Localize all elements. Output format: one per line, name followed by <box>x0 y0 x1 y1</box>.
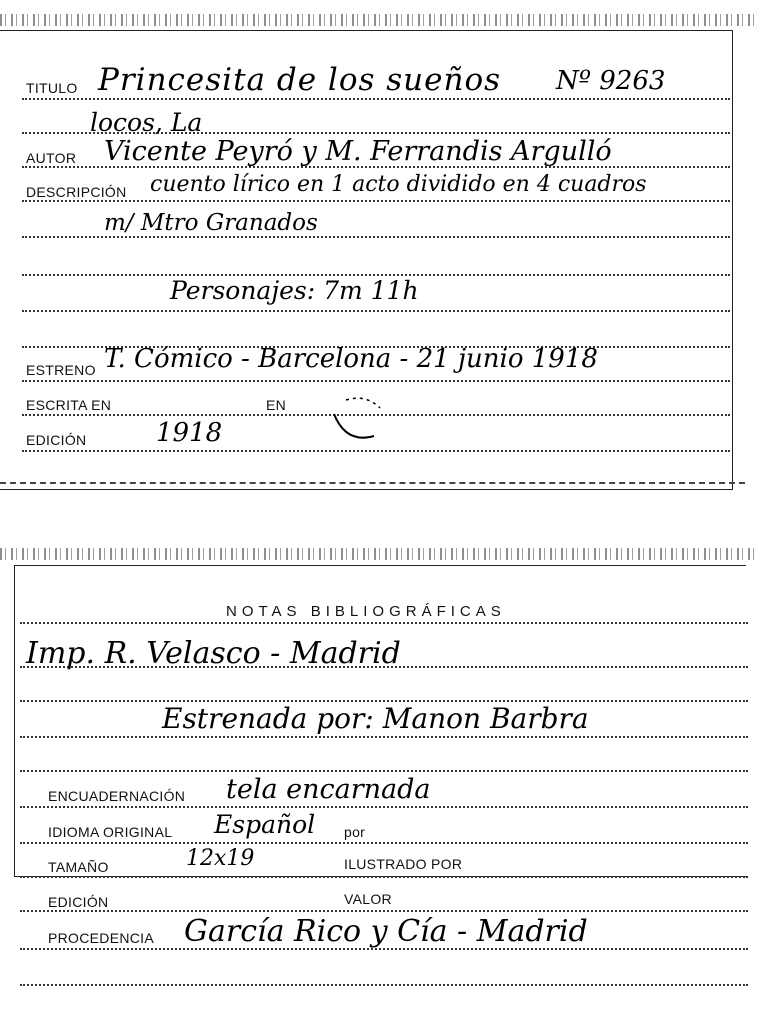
ruled-line <box>20 984 748 986</box>
idioma-original-value: Español <box>214 810 316 839</box>
personajes-value: Personajes: 7m 11h <box>170 276 419 305</box>
tamano-label: TAMAÑO <box>48 859 109 875</box>
edicion-value: 1918 <box>156 418 223 448</box>
autor-label: AUTOR <box>26 150 77 166</box>
ruled-line <box>20 876 748 878</box>
ruled-line <box>22 98 730 100</box>
ruled-line <box>20 806 748 808</box>
autor-value: Vicente Peyró y M. Ferrandis Argulló <box>104 136 612 167</box>
ruled-line <box>22 236 730 238</box>
titulo-continuation: locos, La <box>90 108 203 137</box>
ruled-line <box>22 380 730 382</box>
procedencia-label: PROCEDENCIA <box>48 930 154 946</box>
numero-value: Nº 9263 <box>556 66 666 96</box>
ruled-line <box>20 770 748 772</box>
notas-heading: NOTAS BIBLIOGRÁFICAS <box>226 603 506 620</box>
edicion-notes-label: EDICIÓN <box>48 894 109 910</box>
titulo-value: Princesita de los sueños <box>98 62 502 98</box>
card-bottom-edge <box>0 482 745 484</box>
ruled-line <box>20 622 748 624</box>
note-line-2: Estrenada por: Manon Barbra <box>162 702 589 735</box>
ilustrado-por-label: ILUSTRADO POR <box>344 856 463 872</box>
ruled-line <box>20 910 748 912</box>
scan-edge-noise-top <box>0 14 759 26</box>
ruled-line <box>20 736 748 738</box>
valor-label: VALOR <box>344 891 392 907</box>
escrita-en-label: ESCRITA EN <box>26 397 112 413</box>
encuadernacion-value: tela encarnada <box>226 774 431 805</box>
stamp-arc-mark <box>326 392 386 444</box>
titulo-label: TITULO <box>26 80 78 96</box>
procedencia-value: García Rico y Cía - Madrid <box>184 914 588 949</box>
ruled-line <box>22 310 730 312</box>
descripcion-label: DESCRIPCIÓN <box>26 184 127 200</box>
tamano-value: 12x19 <box>186 846 255 871</box>
ruled-line <box>20 842 748 844</box>
en-label: EN <box>266 397 287 413</box>
idioma-original-label: IDIOMA ORIGINAL <box>48 824 173 840</box>
ruled-line <box>22 200 730 202</box>
estreno-value: T. Cómico - Barcelona - 21 junio 1918 <box>104 344 598 374</box>
por-label: por <box>344 824 366 840</box>
edicion-label: EDICIÓN <box>26 432 87 448</box>
descripcion-continuation: m/ Mtro Granados <box>104 210 318 236</box>
descripcion-value: cuento lírico en 1 acto dividido en 4 cuadros <box>150 172 647 197</box>
scan-edge-noise-bottom <box>0 548 759 560</box>
estreno-label: ESTRENO <box>26 362 96 378</box>
note-line-1: Imp. R. Velasco - Madrid <box>26 636 401 671</box>
encuadernacion-label: ENCUADERNACIÓN <box>48 788 186 804</box>
ruled-line <box>22 450 730 452</box>
